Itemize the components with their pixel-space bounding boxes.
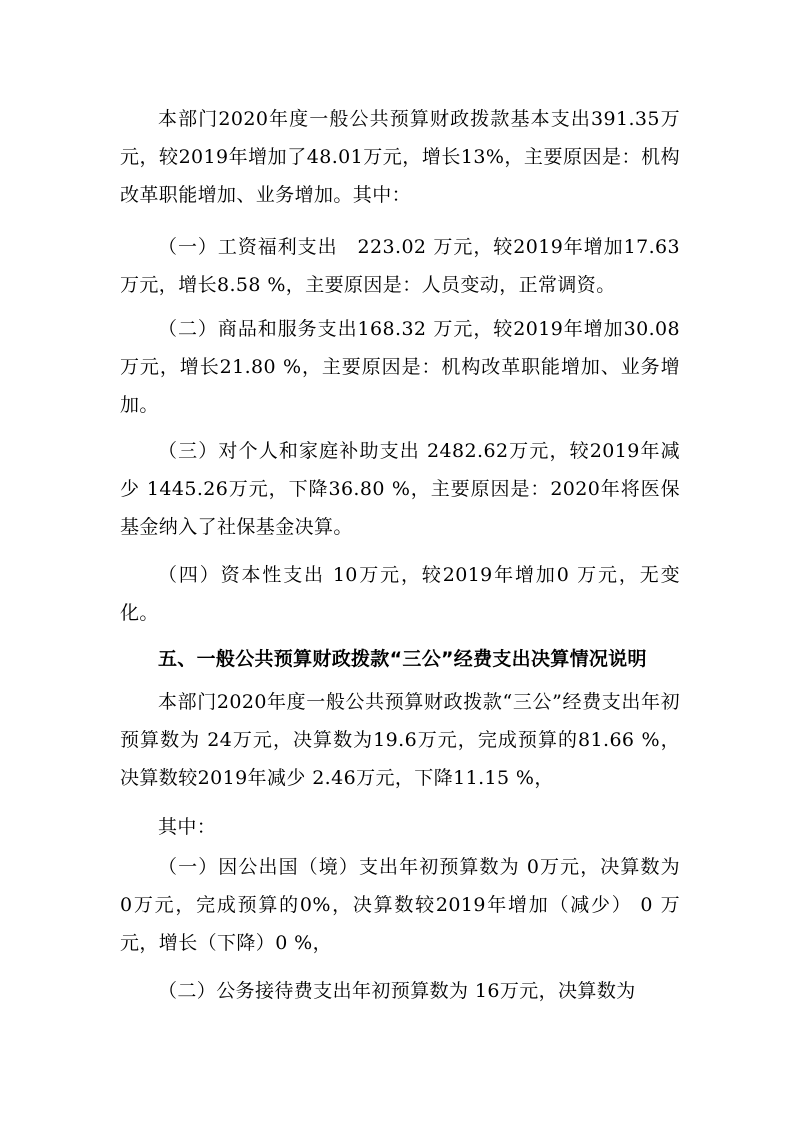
paragraph-capital-expenditure: （四）资本性支出 10万元，较2019年增加0 万元，无变化。 [120,564,680,624]
paragraph-overseas-travel: （一）因公出国（境）支出年初预算数为 0万元，决算数为 0万元，完成预算的0%，决算数较2019年增加（减少） 0 万元，增长（下降）0 %， [120,856,680,954]
paragraph-official-reception: （二）公务接待费支出年初预算数为 16万元，决算数为 [158,980,636,1002]
paragraph-salary-welfare: （一）工资福利支出 223.02 万元，较2019年增加17.63万元，增长8.58 %，主要原因是：人员变动，正常调资。 [120,236,680,296]
paragraph-goods-services: （二）商品和服务支出168.32 万元，较2019年增加30.08万元，增长21.80 %，主要原因是：机构改革职能增加、业务增加。 [120,318,680,416]
paragraph-among-them: 其中： [158,816,217,838]
paragraph-basic-expenditure: 本部门2020年度一般公共预算财政拨款基本支出391.35万元，较2019年增加了48.01万元，增长13%，主要原因是：机构改革职能增加、业务增加。其中： [120,108,680,206]
section-heading-three-public: 五、一般公共预算财政拨款“三公”经费支出决算情况说明 [158,648,647,670]
paragraph-three-public-summary: 本部门2020年度一般公共预算财政拨款“三公”经费支出年初预算数为 24万元，决算数为19.6万元，完成预算的81.66 %，决算数较2019年减少 2.46万元，下降11.15 %， [120,691,680,789]
paragraph-household-subsidy: （三）对个人和家庭补助支出 2482.62万元，较2019年减少 1445.26万元，下降36.80 %，主要原因是：2020年将医保基金纳入了社保基金决算。 [120,440,680,538]
